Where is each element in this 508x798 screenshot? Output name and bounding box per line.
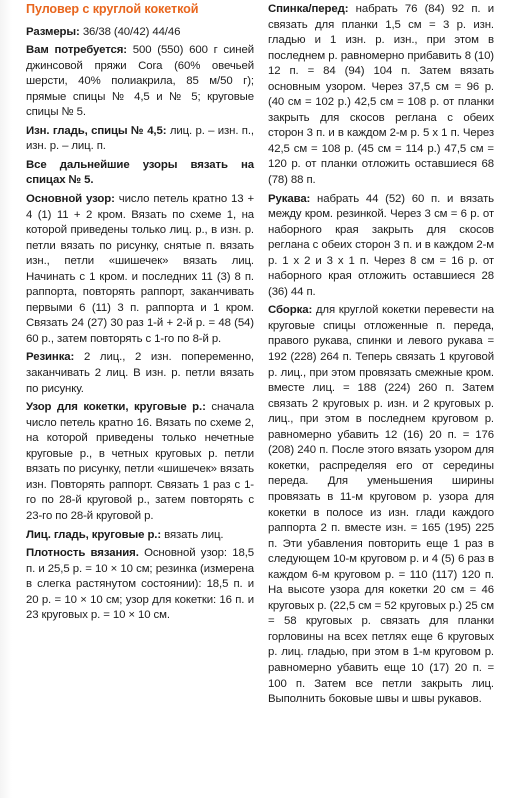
paragraph-text: 2 лиц., 2 изн. попеременно, заканчивать 2 лиц. В изн. р. петли вязать по рисунку. bbox=[26, 351, 254, 395]
right-body bbox=[268, 2, 494, 708]
left-paragraph bbox=[26, 546, 254, 624]
paragraph-heading: Изн. гладь, спицы № 4,5: bbox=[26, 124, 167, 137]
paragraph-text: набрать 44 (52) 60 п. и вязать между кром. резинкой. Через 3 см = 6 р. от наборного края закрыть для скосов реглана с обеих сторон 3 п. и в каждом 2-м р. 1 х 2 и 3 х 1 п. Через 8 см = 16 р. от наборного края отложить оставшиеся 28 (36) 44 п. bbox=[268, 192, 494, 298]
paragraph-text: набрать 76 (84) 92 п. и связать для планки 1,5 см = 3 р. изн. гладью и 1 изн. р. изн., при этом в последнем р. равномерно прибавить 8 (10) 12 п. = 84 (94) 104 п. Затем вязать основным узором. Через 37,5 см = 96 р. (40 см = 102 р.) 42,5 см = 108 р. от планки закрыть для скосов реглана с обеих сторон 3 п. и в каждом 2-м р. 5 х 1 п. Через 42,5 см = 108 р. (45 см = 114 р.) 47,5 см = 120 р. от планки отложить оставшиеся 68 (78) 88 п. bbox=[268, 3, 494, 187]
paragraph-text: сначала число петель кратно 16. Вязать по схеме 2, на которой приведены только нечетные круговые р., в четных круговых р. петли вязать по рисунку, петли «шишечек» вязать изн. Повторять раппорт. Связать 1 раз с 1-го по 28-й круговой р., затем повторять с 23-го по 28-й круговой р. bbox=[26, 401, 254, 522]
left-paragraph bbox=[26, 400, 254, 524]
paragraph-text: 500 (550) 600 г синей джинсовой пряжи Cora (60% овечьей шерсти, 40% полиакрила, 85 м/50 г); прямые спицы № 4,5 и № 5; круговые спицы № 5. bbox=[26, 44, 254, 119]
left-paragraph bbox=[26, 158, 254, 189]
paragraph-heading: Лиц. гладь, круговые р.: bbox=[26, 528, 162, 541]
right-column bbox=[268, 2, 494, 708]
right-paragraph bbox=[268, 303, 494, 707]
page-edge-shadow bbox=[0, 0, 12, 798]
paragraph-heading: Резинка: bbox=[26, 351, 75, 364]
left-column bbox=[26, 2, 254, 624]
paragraph-heading: Сборка: bbox=[268, 304, 313, 317]
left-body bbox=[26, 25, 254, 624]
left-paragraph bbox=[26, 528, 254, 544]
left-paragraph bbox=[26, 124, 254, 155]
paragraph-heading: Рукава: bbox=[268, 192, 311, 205]
right-paragraph bbox=[268, 192, 494, 301]
paragraph-heading: Основной узор: bbox=[26, 193, 115, 206]
paragraph-heading: Плотность вязания. bbox=[26, 547, 139, 560]
paragraph-text: вязать лиц. bbox=[161, 528, 224, 541]
left-paragraph bbox=[26, 350, 254, 397]
left-paragraph bbox=[26, 43, 254, 121]
right-paragraph bbox=[268, 2, 494, 189]
paragraph-heading: Вам потребуется: bbox=[26, 44, 127, 57]
paragraph-heading: Все дальнейшие узоры вязать на спицах № 5. bbox=[26, 158, 254, 187]
article-title: Пуловер с круглой кокеткой bbox=[26, 2, 199, 16]
paragraph-text: Основной узор: 18,5 п. и 25,5 р. = 10 × 10 см; резинка (измерена в слегка растянутом состоянии): 18,5 п. и 20 р. = 10 × 10 см; узор для кокетки: 16 п. и 23 круговых р. = 10 × 10 см. bbox=[26, 547, 254, 622]
paragraph-text: лиц. р. – изн. п., изн. р. – лиц. п. bbox=[26, 124, 255, 153]
left-paragraph bbox=[26, 25, 254, 41]
paragraph-heading: Размеры: bbox=[26, 25, 80, 38]
paragraph-text: для круглой кокетки перевести на круговые спицы отложенные п. переда, правого рукава, спинки и левого рукава = 192 (228) 264 п. Теперь связать 1 круговой р. лиц., при этом провязать смежные кром. вместе лиц. = 188 (224) 260 п. Затем связать 2 круговых р. изн. и 2 круговых р. лиц., при этом в последнем круговом р. равномерно убавить 12 (16) 20 п. = 176 (208) 240 п. После этого вязать узором для кокетки, распределяя его от середины переда. Для уменьшения ширины провязать в 11-м круговом р. узора для кокетки в полосе из изн. глади каждого раппорта 2 п. вместе изн. = 165 (195) 225 п. Эти убавления повторить еще 1 раз в следующем 10-м круговом р. и 4 (5) 6 раз в каждом 6-м круговом р. = 110 (117) 120 п. На высоте узора для кокетки 20 см = 46 круговых р. (22,5 см = 52 круговых р.) 25 см = 58 круговых р. связать для планки горловины на всех петлях еще 6 круговых р. лиц. гладью, при этом в 1-м круговом р. равномерно убавить еще 10 (17) 20 п. = 100 п. Затем все петли закрыть лиц. Выполнить боковые швы и швы рукавов. bbox=[268, 304, 494, 706]
paragraph-heading: Спинка/перед: bbox=[268, 3, 349, 15]
paragraph-heading: Узор для кокетки, круговые р.: bbox=[26, 401, 206, 414]
left-paragraph bbox=[26, 192, 254, 347]
paragraph-text: число петель кратно 13 + 4 (1) 11 + 2 кром. Вязать по схеме 1, на которой приведены только лиц. р., в изн. р. петли вязать по рисунку, снятые п. вязать изн., петли «шишечек» вязать лиц. Начинать с 1 кром. и последних 11 (3) 8 п. раппорта, повторять раппорт, заканчивать первыми 6 (11) 3 п. раппорта и 1 кром. Связать 24 (27) 30 раз 1-й + 2-й р. = 48 (54) 60 р., затем повторять с 1-го по 8-й р. bbox=[26, 193, 254, 345]
paragraph-text: 36/38 (40/42) 44/46 bbox=[79, 25, 181, 38]
